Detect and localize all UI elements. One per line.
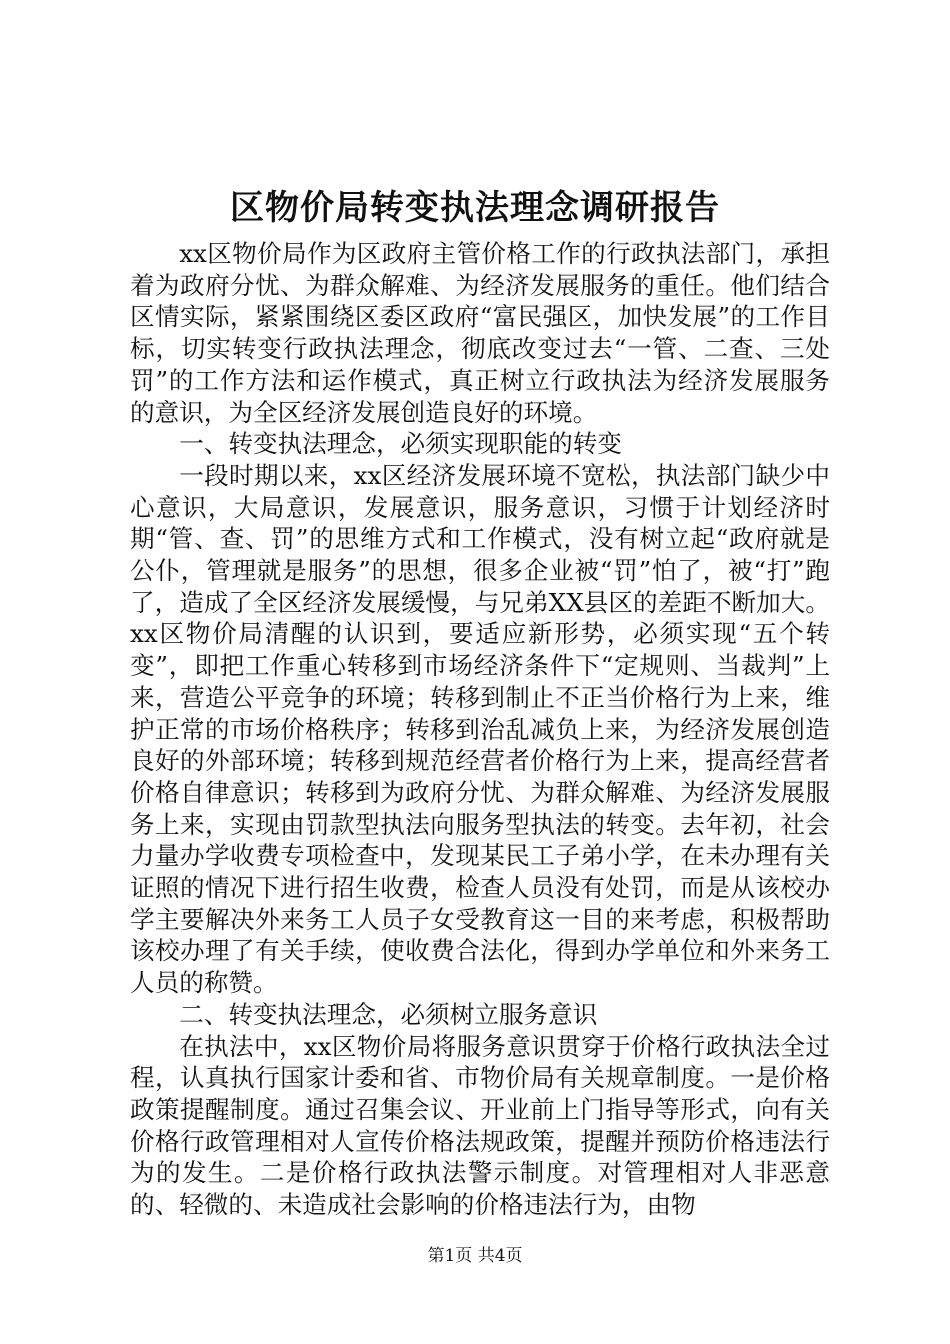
- section-1-paragraph: 一段时期以来，xx区经济发展环境不宽松，执法部门缺少中心意识，大局意识，发展意识，服务意识，习惯于计划经济时期“管、查、罚”的思维方式和工作模式，没有树立起“政府就是公仆，管理就是服务”的思想，很多企业被“罚”怕了，被“打”跑了，造成了全区经济发展缓慢，与兄弟XX县区的差距不断加大。xx区物价局清醒的认识到，要适应新形势，必须实现“五个转变”，即把工作重心转移到市场经济条件下“定规则、当裁判”上来，营造公平竞争的环境；转移到制止不正当价格行为上来，维护正常的市场价格秩序；转移到治乱减负上来，为经济发展创造良好的外部环境；转移到规范经营者价格行为上来，提高经营者价格自律意识；转移到为政府分忧、为群众解难、为经济发展服务上来，实现由罚款型执法向服务型执法的转变。去年初，社会力量办学收费专项检查中，发现某民工子弟小学，在未办理有关证照的情况下进行招生收费，检查人员没有处罚，而是从该校办学主要解决外来务工人员子女受教育这一目的来考虑，积极帮助该校办理了有关手续，使收费合法化，得到办学单位和外来务工人员的称赞。: [130, 460, 830, 998]
- section-heading-2: 二、转变执法理念，必须树立服务意识: [179, 999, 598, 1029]
- document-title: 区物价局转变执法理念调研报告: [230, 188, 720, 228]
- section-2-paragraph: 在执法中，xx区物价局将服务意识贯穿于价格行政执法全过程，认真执行国家计委和省、市物价局有关规章制度。一是价格政策提醒制度。通过召集会议、开业前上门指导等形式，向有关价格行政管理相对人宣传价格法规政策，提醒并预防价格违法行为的发生。二是价格行政执法警示制度。对管理相对人非恶意的、轻微的、未造成社会影响的价格违法行为，由物: [130, 1031, 830, 1220]
- document-body: [130, 238, 830, 1221]
- page-number-footer: 第1页 共4页: [427, 1246, 523, 1266]
- intro-paragraph: xx区物价局作为区政府主管价格工作的行政执法部门，承担着为政府分忧、为群众解难、为经济发展服务的重任。他们结合区情实际，紧紧围绕区委区政府“富民强区，加快发展”的工作目标，切实转变行政执法理念，彻底改变过去“一管、二查、三处罚”的工作方法和运作模式，真正树立行政执法为经济发展服务的意识，为全区经济发展创造良好的环境。: [130, 239, 830, 427]
- section-heading-1: 一、转变执法理念，必须实现职能的转变: [179, 429, 622, 459]
